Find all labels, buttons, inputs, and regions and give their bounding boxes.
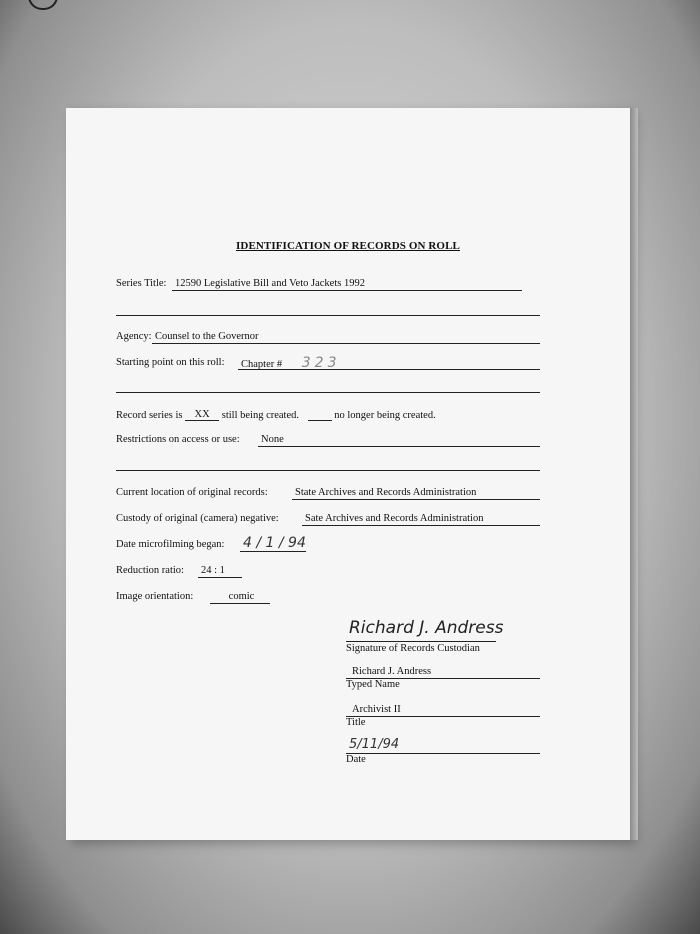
restrictions-field [258,434,540,447]
agency-label: Agency: [116,331,152,342]
signature-caption: Signature of Records Custodian [346,641,496,654]
record-series-row [116,409,436,421]
restrictions-value: None [261,434,284,445]
still-created-text: still being created. [221,410,299,421]
date-field [346,736,540,754]
no-longer-blank [308,409,332,421]
film-edge-mark [28,0,58,10]
agency-value: Counsel to the Governor [155,331,259,342]
series-title-value: 12590 Legislative Bill and Veto Jackets 1992 [175,278,365,289]
date-began-field [240,535,306,552]
blank-line [116,392,540,393]
chapter-number-handwritten: 323 [301,355,341,371]
title-field [346,704,540,717]
date-began-handwritten: 4 / 1 / 94 [243,535,306,551]
typed-name-value: Richard J. Andress [352,666,432,677]
record-series-mark: XX [185,409,219,421]
typed-name-caption: Typed Name [346,679,400,690]
series-title-field [172,278,522,291]
title-caption: Title [346,717,366,728]
current-location-field [292,487,540,500]
custody-field [302,513,540,526]
reduction-ratio-value: 24 : 1 [201,565,225,576]
image-orientation-field [210,591,270,604]
date-began-label: Date microfilming began: [116,539,225,550]
signature-field [346,616,540,640]
no-longer-created-text: no longer being created. [334,410,436,421]
agency-field [152,331,540,344]
typed-name-field [346,666,540,679]
record-series-label: Record series is [116,410,183,421]
reduction-ratio-field [198,565,242,578]
custody-label: Custody of original (camera) negative: [116,513,279,524]
starting-point-field [238,357,540,370]
reduction-ratio-label: Reduction ratio: [116,565,184,576]
date-handwritten: 5/11/94 [349,737,400,752]
blank-line [116,315,540,316]
blank-line [116,470,540,471]
date-caption: Date [346,754,366,765]
restrictions-label: Restrictions on access or use: [116,434,240,445]
title-value: Archivist II [352,704,401,715]
series-title-label: Series Title: [116,278,167,289]
signature-handwritten: Richard J. Andress [349,618,504,638]
custody-value: Sate Archives and Records Administration [305,513,484,524]
starting-point-label: Starting point on this roll: [116,357,225,368]
current-location-value: State Archives and Records Administration [295,487,477,498]
form-heading: IDENTIFICATION OF RECORDS ON ROLL [236,240,460,252]
records-identification-form [66,108,630,840]
image-orientation-label: Image orientation: [116,591,194,602]
current-location-label: Current location of original records: [116,487,268,498]
chapter-label: Chapter # [241,359,283,370]
image-orientation-value: comic [228,591,255,602]
